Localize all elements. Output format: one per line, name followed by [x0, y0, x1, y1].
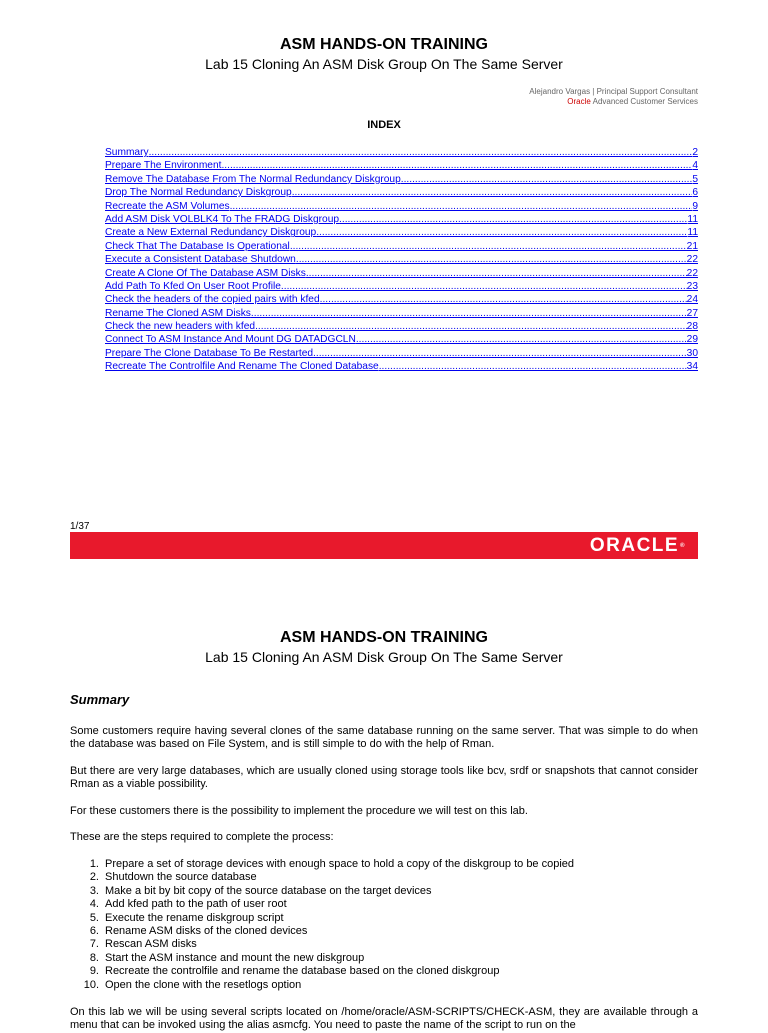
toc-item-title[interactable]: Summary	[105, 147, 149, 158]
step-text: Rename ASM disks of the cloned devices	[105, 925, 308, 938]
author-dept-line	[529, 97, 698, 107]
toc-item-page[interactable]: 9	[692, 200, 698, 212]
toc-item-title[interactable]: Drop The Normal Redundancy Diskgroup	[105, 187, 292, 199]
toc-item[interactable]	[105, 293, 698, 306]
list-item: 1. Prepare a set of storage devices with enough space to hold a copy of the diskgroup to be copied	[89, 858, 575, 870]
toc-item[interactable]	[105, 267, 698, 280]
step-text: Rescan ASM disks	[105, 938, 197, 951]
toc-item-page[interactable]: 22	[686, 254, 698, 266]
list-item: 6. Rename ASM disks of the cloned devices	[89, 925, 308, 938]
toc-item-title[interactable]: Prepare The Clone Database To Be Restarted	[105, 347, 314, 359]
toc-item-page[interactable]: 6	[692, 187, 698, 199]
table-of-contents	[105, 146, 698, 374]
toc-item-title[interactable]: Check the new headers with kfed	[105, 321, 256, 333]
step-text: Prepare a set of storage devices with enough space to hold a copy of the diskgroup to be copied	[105, 858, 575, 870]
toc-item[interactable]	[105, 186, 698, 199]
paragraph: For these customers there is the possibility to implement the procedure we will test on this lab.	[70, 805, 528, 817]
paragraph: These are the steps required to complete the process:	[70, 831, 334, 843]
page2-subtitle: Lab 15 Cloning An ASM Disk Group On The Same Server	[205, 649, 563, 665]
toc-item-title[interactable]: Connect To ASM Instance And Mount DG DATADGCLN	[105, 334, 356, 346]
toc-item-title[interactable]: Create a New External Redundancy Diskgroup	[105, 227, 317, 239]
author-dept: Advanced Customer Services	[590, 97, 698, 106]
toc-item[interactable]	[105, 213, 698, 226]
toc-item-title[interactable]: Recreate the ASM Volumes	[105, 200, 230, 212]
toc-item-title[interactable]: Recreate The Controlfile And Rename The Cloned Database	[105, 361, 379, 373]
list-item: 9. Recreate the controlfile and rename the database based on the cloned diskgroup	[89, 965, 500, 978]
list-item: 4. Add kfed path to the path of user root	[89, 898, 287, 911]
index-title: INDEX	[367, 119, 401, 131]
list-item: 2. Shutdown the source database	[89, 871, 257, 884]
toc-item-title[interactable]: Add Path To Kfed On User Root Profile	[105, 280, 281, 292]
toc-item[interactable]	[105, 173, 698, 186]
toc-item-page[interactable]: 23	[686, 280, 698, 292]
toc-item-page[interactable]: 2	[692, 147, 698, 158]
page-title: ASM HANDS-ON TRAINING	[280, 36, 488, 53]
toc-item[interactable]	[105, 159, 698, 172]
toc-item-page[interactable]: 5	[692, 173, 698, 185]
toc-item[interactable]	[105, 307, 698, 320]
page2-title: ASM HANDS-ON TRAINING	[280, 629, 488, 646]
toc-item[interactable]	[105, 280, 698, 293]
footer-bar	[70, 532, 698, 559]
toc-item-title[interactable]: Remove The Database From The Normal Redundancy Diskgroup	[105, 173, 401, 185]
step-text: Shutdown the source database	[105, 871, 257, 884]
toc-item-title[interactable]: Prepare The Environment	[105, 160, 222, 172]
toc-item-page[interactable]: 11	[687, 227, 698, 239]
list-item: 5. Execute the rename diskgroup script	[89, 911, 284, 924]
toc-item-title[interactable]: Check That The Database Is Operational	[105, 240, 290, 252]
toc-item[interactable]	[105, 240, 698, 253]
toc-item[interactable]	[105, 333, 698, 346]
page-number: 1/37	[70, 521, 90, 532]
toc-item-page[interactable]: 28	[686, 321, 698, 333]
step-text: Make a bit by bit copy of the source database on the target devices	[105, 884, 432, 897]
toc-item[interactable]	[105, 253, 698, 266]
toc-item-title[interactable]: Check the headers of the copied pairs with kfed	[105, 294, 320, 306]
step-text: Start the ASM instance and mount the new diskgroup	[105, 951, 365, 964]
toc-item-page[interactable]: 24	[686, 294, 698, 306]
toc-item-title[interactable]: Rename The Cloned ASM Disks	[105, 307, 251, 319]
step-text: Open the clone with the resetlogs option	[105, 978, 302, 991]
toc-item[interactable]	[105, 200, 698, 213]
toc-item-page[interactable]: 22	[686, 267, 698, 279]
list-item: 10. Open the clone with the resetlogs option	[83, 978, 302, 991]
steps-list	[70, 858, 574, 992]
toc-item-page[interactable]: 21	[686, 240, 698, 252]
author-brand: Oracle	[567, 97, 591, 106]
step-text: Add kfed path to the path of user root	[105, 898, 287, 911]
toc-item-page[interactable]: 34	[686, 361, 698, 373]
toc-item[interactable]	[105, 347, 698, 360]
toc-item-page[interactable]: 27	[686, 307, 698, 319]
toc-item[interactable]	[105, 226, 698, 239]
toc-item-page[interactable]: 30	[686, 347, 698, 359]
toc-item-page[interactable]: 11	[687, 213, 698, 225]
list-item: 7. Rescan ASM disks	[89, 938, 197, 951]
step-text: Execute the rename diskgroup script	[105, 911, 284, 924]
step-text: Recreate the controlfile and rename the database based on the cloned diskgroup	[105, 965, 500, 978]
section-heading-summary: Summary	[70, 692, 130, 707]
toc-item[interactable]	[105, 146, 698, 159]
paragraph: Some customers require having several clones of the same database running on the same server. That was simple to do when the database was based on File System, and is still simple to do with the help of Rman.	[70, 725, 698, 751]
toc-item[interactable]	[105, 360, 698, 373]
oracle-logo	[590, 536, 686, 555]
toc-item-page[interactable]: 29	[686, 334, 698, 346]
author-line	[529, 87, 698, 107]
list-item: 3. Make a bit by bit copy of the source database on the target devices	[89, 884, 432, 897]
oracle-logo-text: ORACLE	[589, 534, 680, 556]
author-name: Alejandro Vargas | Principal Support Consultant	[529, 87, 698, 96]
list-item: 8. Start the ASM instance and mount the new diskgroup	[89, 951, 365, 964]
toc-item-page[interactable]: 4	[692, 160, 698, 172]
oracle-logo-mark: ®	[680, 542, 686, 549]
paragraph: On this lab we will be using several scripts located on /home/oracle/ASM-SCRIPTS/CHECK-ASM, they are available through a menu that can be invoked using the alias asmcfg. You need to paste the name of the script to run on the	[70, 1006, 698, 1032]
toc-item-title[interactable]: Create A Clone Of The Database ASM Disks	[105, 267, 306, 279]
toc-item[interactable]	[105, 320, 698, 333]
toc-item-title[interactable]: Execute a Consistent Database Shutdown	[105, 254, 296, 266]
toc-item-title[interactable]: Add ASM Disk VOLBLK4 To The FRADG Diskgroup	[105, 213, 340, 225]
paragraph: But there are very large databases, which are usually cloned using storage tools like bcv, srdf or snapshots that cannot consider Rman as a viable possibility.	[70, 765, 698, 791]
page-subtitle: Lab 15 Cloning An ASM Disk Group On The Same Server	[205, 56, 563, 72]
